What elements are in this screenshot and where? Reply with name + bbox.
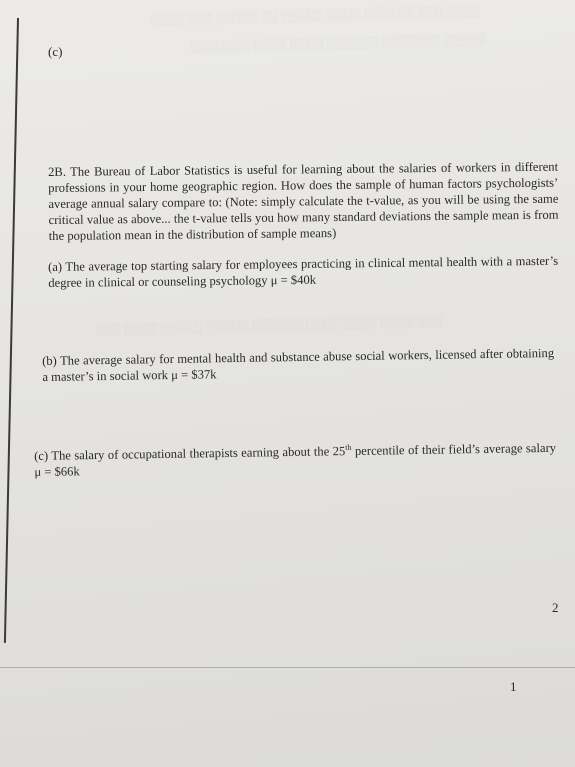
bleed-through-text: ░░░ ░░░░ ░░░░░ ░░░░░ ░░░░░░ ░░░░ ░░░░ ░░░░ ░░░: [94, 313, 443, 337]
part-c-superscript: th: [345, 442, 352, 452]
margin-line: [4, 18, 19, 643]
question-2b: 2B. The Bureau of Labor Statistics is useful for learning about the salaries of workers in different professions in your home geographic region. How does the sample of human factors psychologists’ average annual salary compare to: (Note: simply calculate the t-value, as you will be using the same critical value as above... the t-value tells you how many standard deviations the sample mean is from the population mean in the distribution of sample means): [48, 159, 559, 243]
part-c-text-start: (c) The salary of occupational therapists earning about the 25: [34, 444, 346, 463]
bleed-through-text: ░░░░░░░ ░░░░ ░░░░ ░░░░░░ ░░░░░░░ ░░░░░: [189, 32, 486, 54]
page-number-lower: 1: [510, 679, 517, 694]
part-a: (a) The average top starting salary for employees practicing in clinical mental health with a master’s degree in clinical or counseling psychology μ = $40k: [48, 253, 559, 290]
part-c-text-end: percentile of their field’s average salary μ = $66k: [34, 440, 557, 479]
bleed-through-text: ░░░░ ░░░ ░░░░░ ░░ ░░░░░ ░░░░ ░░░░░░ ░░░ ░░░░: [149, 3, 481, 27]
part-c: [34, 440, 556, 480]
part-b: (b) The average salary for mental health and substance abuse social workers, licensed after obtaining a master’s in social work μ = $37k: [42, 345, 555, 384]
page-number-upper: 2: [552, 600, 559, 615]
corner-label: (c): [48, 44, 63, 59]
page-edge: [0, 667, 575, 668]
